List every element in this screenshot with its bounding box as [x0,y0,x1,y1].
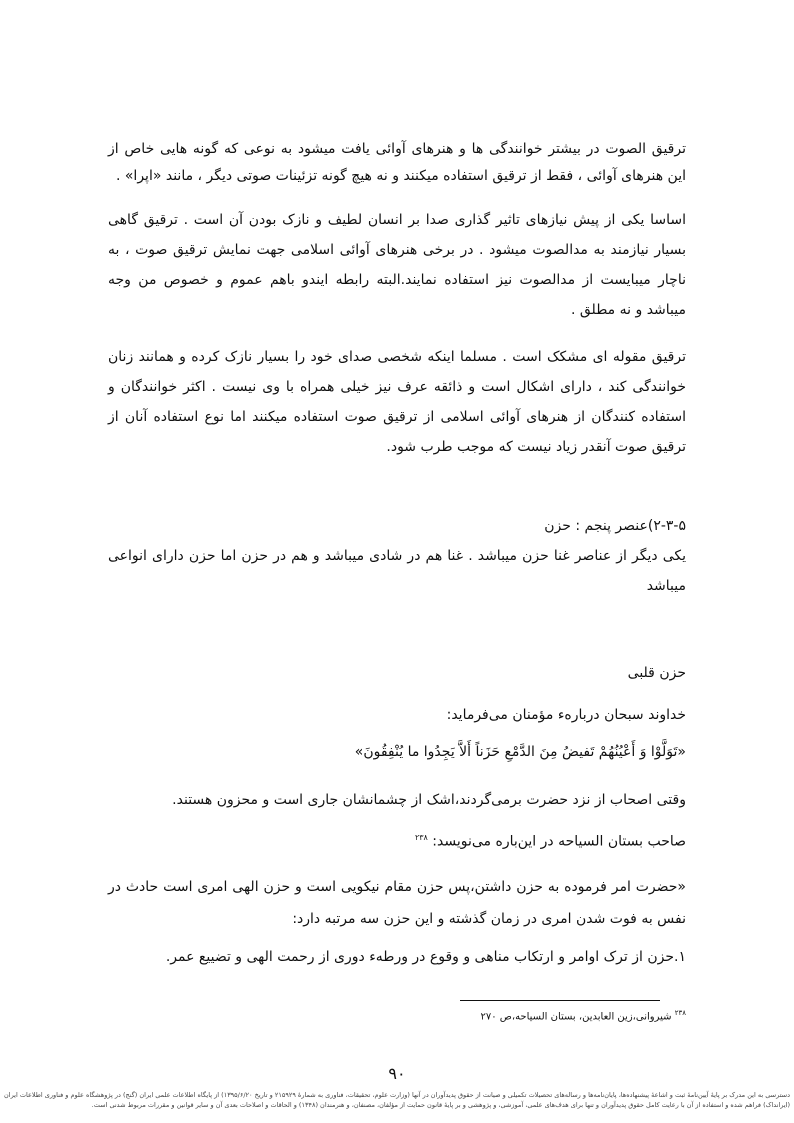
list-item-first-level: ۱.حزن از ترک اوامر و ارتکاب مناهی و وقوع در ورطهء دوری از رحمت الهی و تضییع عمر. [165,949,686,965]
footnote-reference: ۲۳۸ [414,833,428,842]
paragraph-hozn-intro: یکی دیگر از عناصر غنا حزن میباشد . غنا هم در شادی میباشد و هم در حزن اما حزن دارای انواعی میباشد [108,548,686,594]
quran-verse: «تَوَلَّوْا وَ أَعْیُنُهُمْ تَفیضُ مِنَ الدَّمْعِ حَزَناً أَلاَّ یَجِدُوا ما یُنْفِقُونَ» [354,744,686,760]
footnote-text: شیروانی،زین العابدین، بستان السیاحه،ص ۲۷۰ [480,1011,672,1023]
paragraph-tarqiq-intro: ترقیق الصوت در بیشتر خوانندگی ها و هنرهای آوائی یافت میشود به نوعی که گونه هایی خاص از این هنرهای آوائی ، فقط از ترقیق استفاده میکنند و نه هیچ گونه تزئینات صوتی دیگر ، مانند «اپرا» . [108,141,686,184]
subsection-heading: حزن قلبی [627,665,686,681]
footnote-divider [460,1000,660,1001]
quote-intro-line: خداوند سبحان دربارهء مؤمنان می‌فرماید: [446,707,686,723]
verse-explanation: وقتی اصحاب از نزد حضرت برمی‌گردند،اشک از چشمانشان جاری است و محزون هستند. [172,792,686,808]
footnote-number: ۲۳۸ [674,1009,686,1017]
citation-intro-text: صاحب بستان السیاحه در این‌باره می‌نویسد: [432,833,686,850]
footnote [420,1009,686,1022]
paragraph-tarqiq-graded: ترقیق مقوله ای مشکک است . مسلما اینکه شخصی صدای خود را بسیار نازک کرده و همانند زنان خوانندگی کند ، دارای اشکال است و ذائقه عرف نیز خیلی همراه با وی نیست . اکثر خوانندگان و استفاده کنندگان از هنرهای آوائی اسلامی از ترقیق صوت استفاده میکنند اما نوع استفاده آنان از ترقیق صوت آنقدر زیاد نیست که موجب طرب شود. [108,349,686,455]
page-number: ۹۰ [388,1064,406,1083]
quoted-passage: «حضرت امر فرموده به حزن داشتن،پس حزن مقام نیکویی است و حزن الهی امری است حادث در نفس به فوت شدن امری در زمان گذشته و این حزن سه مرتبه دارد: [108,879,686,927]
citation-intro-line [108,826,686,854]
paragraph-tarqiq-necessity: اساسا یکی از پیش نیازهای تاثیر گذاری صدا بر انسان لطیف و نازک بودن آن است . ترقیق گاهی بسیار نیازمند به مدالصوت میشود . در برخی هنرهای آوائی اسلامی جهت نمایش ترقیق صوت ، به ناچار میبایست از مدالصوت نیز استفاده نمایند.البته رابطه ایندو باهم عموم و خصوص من وجه میباشد و نه مطلق . [108,212,686,318]
copyright-notice: دسترسی به این مدرک بر پایهٔ آیین‌نامهٔ ثبت و اشاعهٔ پیشنهاده‌ها، پایان‌نامه‌ها و رساله‌های تحصیلات تکمیلی و صیانت از حقوق پدیدآوران در آنها (وزارت علوم، تحقیقات، فناوری به شمارهٔ ۲۱۵۹۲۹ و تاریخ ۱۳۹۵/۶/۲۰) از پایگاه اطلاعات علمی ایران (گنج) در پژوهشگاه علوم و فناوری اطلاعات ایران (ایرانداک) فراهم شده و استفاده از آن با رعایت کامل حقوق پدیدآوران و تنها برای هدف‌های علمی، آموزشی، و پژوهشی و بر پایهٔ قانون حمایت از مؤلفان، مصنفان، و هنرمندان (۱۳۴۸) و الحاقات و اصلاحات بعدی آن و سایر قوانین و مقررات مربوط شدنی است. [4,1091,790,1109]
section-heading: ۲-۳-۵)عنصر پنجم : حزن [544,518,686,534]
